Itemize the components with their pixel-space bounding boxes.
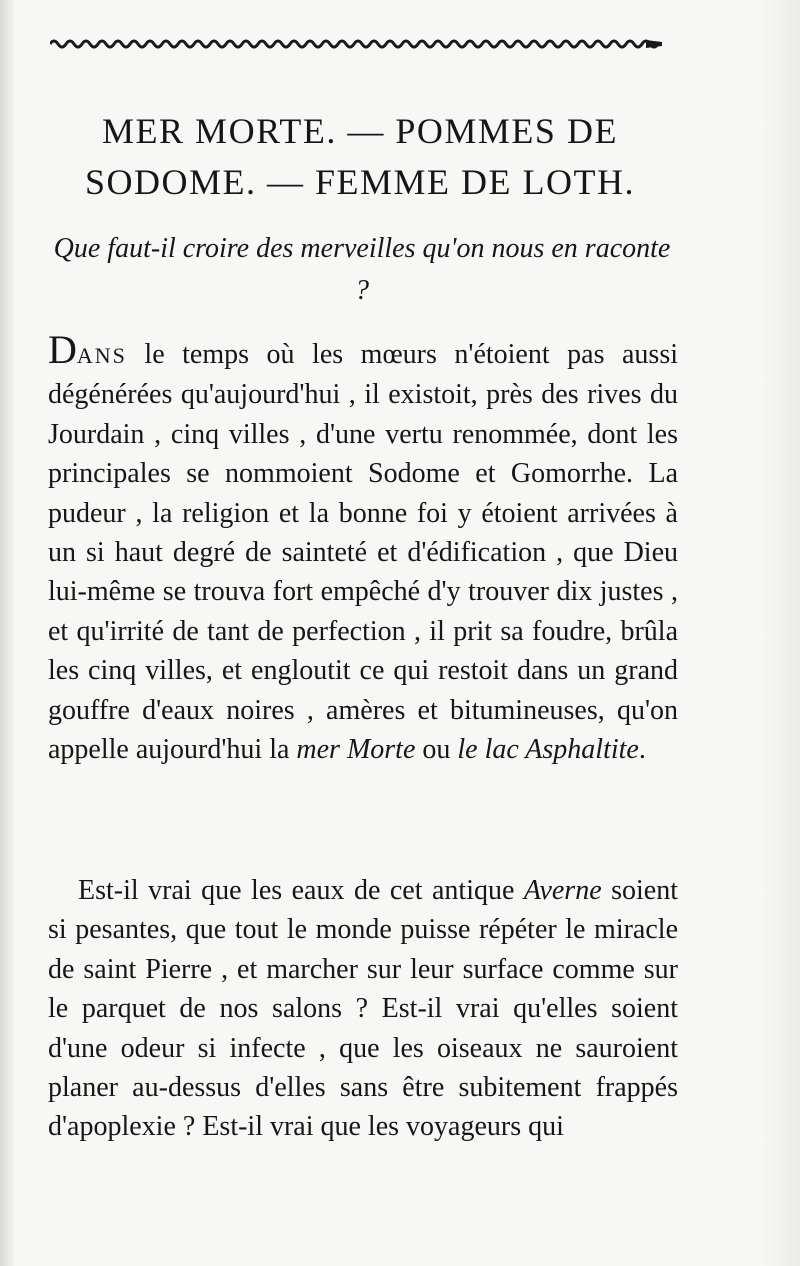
small-caps-opening: ANS	[76, 343, 127, 368]
paragraph-2-text-a: Est-il vrai que les eaux de cet antique	[78, 875, 524, 906]
chapter-heading-line1: MER MORTE. — POMMES DE	[102, 111, 618, 151]
italic-averne: Averne	[523, 875, 602, 906]
chapter-heading-line2: SODOME. — FEMME DE LOTH.	[84, 162, 635, 202]
chapter-subtitle: Que faut-il croire des merveilles qu'on nous en raconte ?	[53, 233, 671, 306]
drop-cap: D	[48, 327, 77, 372]
page-gutter	[0, 0, 14, 1266]
paragraph-1	[48, 327, 678, 769]
paragraph-1-text-c: .	[638, 734, 646, 766]
paragraph-1-text-a: le temps où les mœurs n'étoient pas aussi dégénérées qu'aujourd'hui , il existoit, près des rives du Jourdain , cinq villes , d'une vertu renommée, dont les principales se nommoient Sodome et Gomorrhe. La pudeur , la religion et la bonne foi y étoient arrivées à un si haut degré de sainteté et d'édification , que Dieu lui-même se trouva fort empêché d'y trouver dix justes , et qu'irrité de tant de perfection , il prit sa foudre, brûla les cinq villes, et engloutit ce qui restoit dans un grand gouffre d'eaux noires , amères et bitumineuses, qu'on appelle aujourd'hui la	[48, 339, 678, 766]
italic-mer-morte: mer Morte	[296, 734, 416, 766]
page-shadow	[760, 0, 800, 1266]
paragraph-2	[48, 871, 678, 1147]
paragraph-1-text-b: ou	[415, 734, 458, 766]
italic-lac-asphaltite: le lac Asphaltite	[457, 734, 639, 766]
paragraph-2-text-b: soient si pesantes, que tout le monde puisse répéter le miracle de saint Pierre , et marcher sur leur surface comme sur le parquet de nos salons ? Est-il vrai qu'elles soient d'une odeur si infecte , que les oiseaux ne sauroient planer au-dessus d'elles sans être subitement frappés d'apoplexie ? Est-il vrai que les voyageurs qui	[48, 875, 679, 1143]
decorative-rule	[50, 36, 662, 52]
